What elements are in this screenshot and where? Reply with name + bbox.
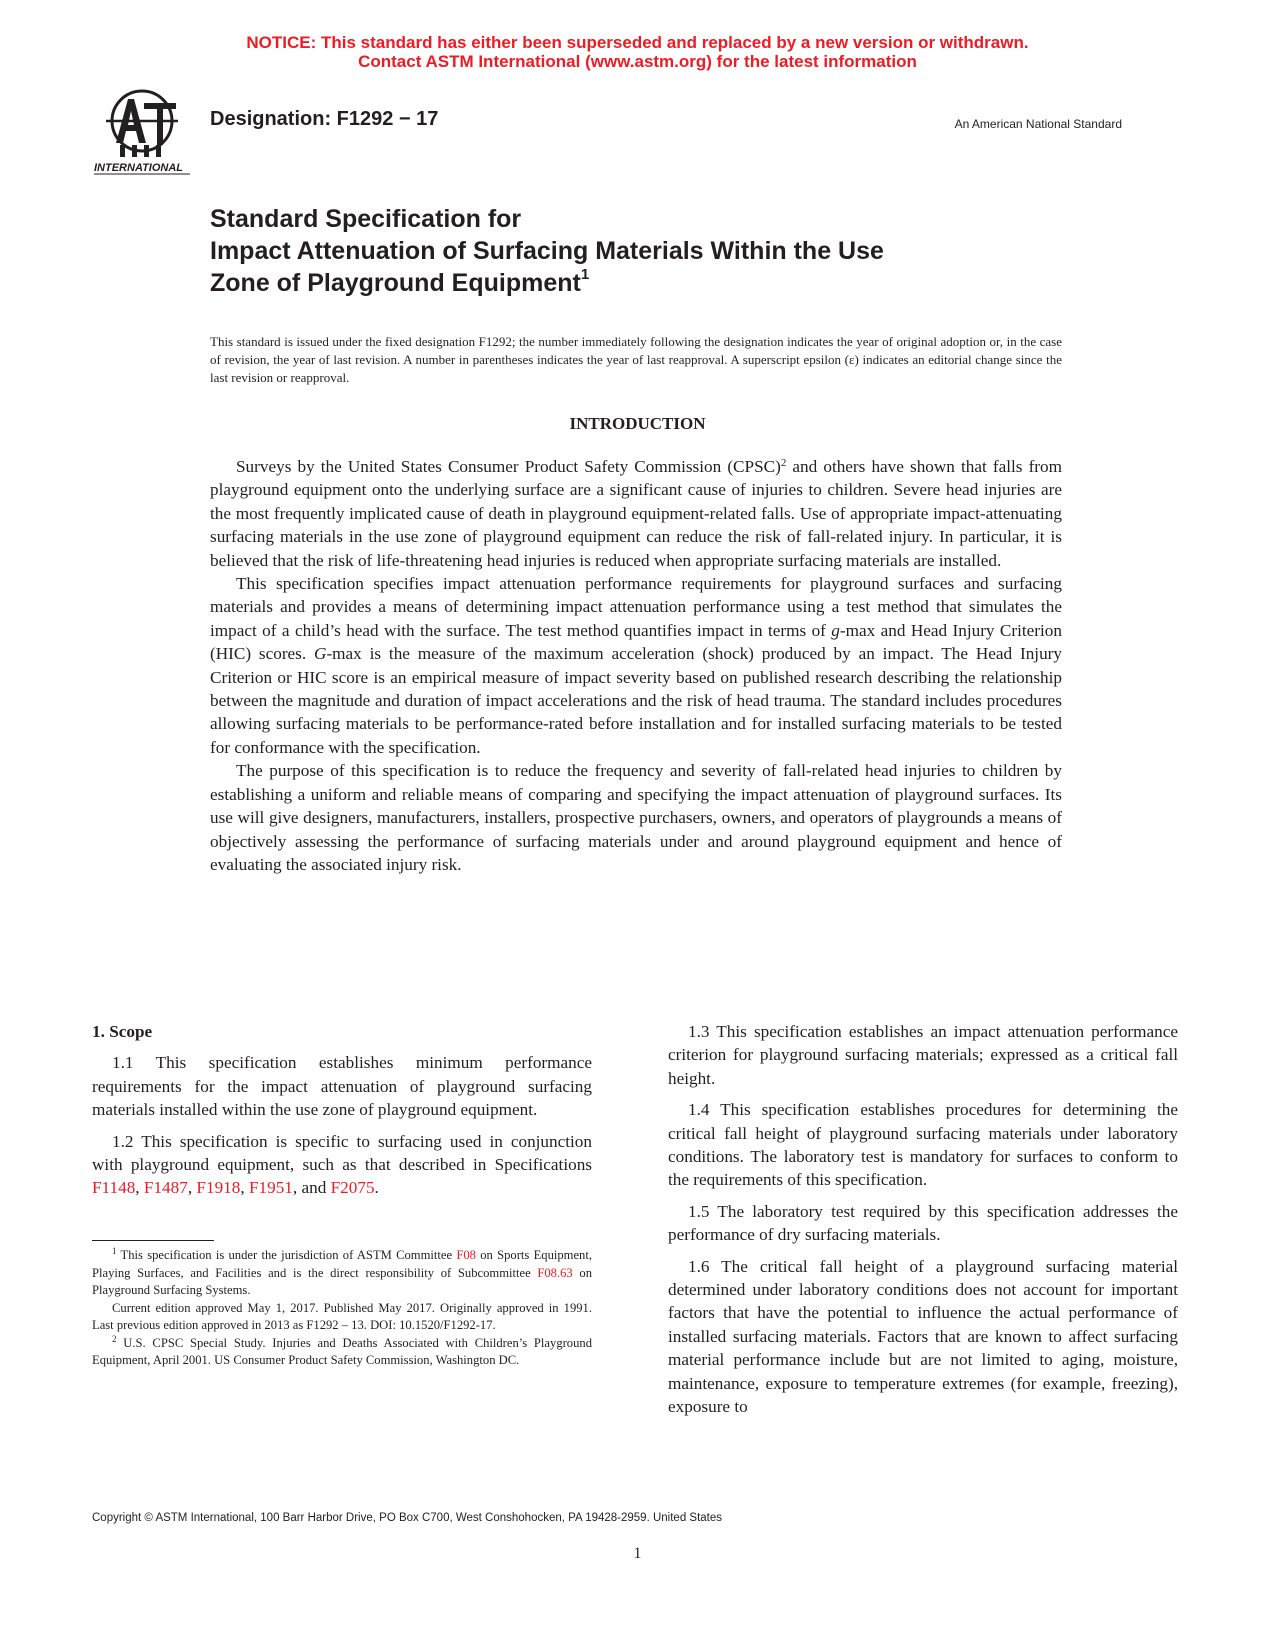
- footnote-2: $^2$ U.S. CPSC Special Study. Injuries and Deaths Associated with Children’s Playground Equipment, April 2001. US Consumer Product Safety Commission, Washington DC.: [92, 1333, 592, 1367]
- ref-link-f1148[interactable]: F1148: [92, 1178, 136, 1198]
- notice-line-2: Contact ASTM International (www.astm.org) for the latest information: [358, 52, 917, 71]
- ref-link-f1487[interactable]: F1487: [143, 1178, 188, 1198]
- footnote-ref-2: 2: [780, 457, 787, 469]
- title-line-3: Zone of Playground Equipment$^1$: [210, 266, 590, 297]
- clause-1-4: 1.4 This specification establishes procedures for determining the critical fall height of playground surfacing materials under laboratory conditions. The laboratory test is mandatory for surfaces to conform to the requirements of this specification.: [668, 1100, 1178, 1190]
- withdrawal-notice: [0, 33, 1275, 71]
- intro-paragraph-2: This specification specifies impact attenuation performance requirements for playground surfaces and surfacing materials and provides a means of determining impact attenuation performance using a test method that simulates the impact of a child’s head with the surface. The test method quantifies impact in terms of g-max and Head Injury Criterion (HIC) scores. G-max is the measure of the maximum acceleration (shock) produced by an impact. The Head Injury Criterion or HIC score is an empirical measure of impact severity based on published research describing the relationship between the magnitude and duration of impact accelerations and the risk of head trauma. The standard includes procedures allowing surfacing materials to be performance-rated before installation and for installed surfacing materials to be tested for conformance with the specification.: [210, 574, 1062, 757]
- clause-1-2: 1.2 This specification is specific to surfacing used in conjunction with playground equipment, such as that described in Specifications F1148, F1487, F1918, F1951, and F2075.: [92, 1131, 592, 1198]
- title-footnote-mark: 1: [580, 266, 590, 283]
- footnote-1: $^1$ This specification is under the jurisdiction of ASTM Committee F08 on Sports Equipment, Playing Surfaces, and Facilities and is the direct responsibility of Subcommittee F08.63 on Playground Surfacing Systems.: [92, 1246, 593, 1297]
- copyright-notice: Copyright © ASTM International, 100 Barr Harbor Drive, PO Box C700, West Conshohocken, PA 19428-2959. United States: [92, 1512, 723, 1524]
- ref-link-f1951[interactable]: F1951: [248, 1178, 293, 1198]
- title-line-1: Standard Specification for: [210, 205, 522, 233]
- subcommittee-link-f08-63[interactable]: F08.63: [537, 1265, 573, 1280]
- ref-link-f2075[interactable]: F2075: [330, 1178, 375, 1198]
- right-column: [668, 1020, 1178, 1427]
- title-line-2: Impact Attenuation of Surfacing Materials Within the Use: [210, 237, 884, 265]
- clause-1-1: 1.1 This specification establishes minimum performance requirements for the impact attenuation of playground surfacing materials installed within the use zone of playground equipment.: [92, 1053, 592, 1120]
- ref-link-f1918[interactable]: F1918: [196, 1178, 241, 1198]
- introduction-body: [210, 455, 1062, 876]
- astm-logo: [92, 85, 196, 177]
- designation: Designation: F1292 − 17: [210, 108, 439, 130]
- clause-1-5: 1.5 The laboratory test required by this specification addresses the performance of dry surfacing materials.: [668, 1201, 1178, 1245]
- national-standard-label: An American National Standard: [954, 117, 1122, 131]
- introduction-heading: INTRODUCTION: [569, 414, 706, 433]
- committee-link-f08[interactable]: F08: [456, 1248, 476, 1262]
- section-heading-scope: 1. Scope: [92, 1022, 153, 1041]
- notice-line-1: NOTICE: This standard has either been superseded and replaced by a new version or withdrawn.: [246, 33, 1029, 52]
- footnote-1-edition: Current edition approved May 1, 2017. Published May 2017. Originally approved in 1991. Last previous edition approved in 2013 as F1292 – 13. DOI: 10.1520/F1292-17.: [92, 1300, 592, 1332]
- page-number: 1: [633, 1545, 642, 1562]
- footnote-divider: [92, 1240, 214, 1241]
- footnotes: [92, 1247, 592, 1370]
- clause-1-3: 1.3 This specification establishes an impact attenuation performance criterion for playground surfacing materials; expressed as a critical fall height.: [668, 1022, 1178, 1088]
- clause-1-6: 1.6 The critical fall height of a playground surfacing material determined under laboratory conditions does not account for important factors that have the potential to influence the actual performance of installed surfacing materials. Factors that are known to affect surfacing material performance include but are not limited to aging, moisture, maintenance, exposure to temperature extremes (for example, freezing), exposure to: [668, 1256, 1178, 1417]
- issued-note: This standard is issued under the fixed designation F1292; the number immediately following the designation indicates the year of original adoption or, in the case of revision, the year of last revision. A number in parentheses indicates the year of last reapproval. A superscript epsilon (ε) indicates an editorial change since the last revision or reapproval.: [210, 334, 1062, 385]
- logo-text: INTERNATIONAL: [94, 162, 184, 174]
- intro-paragraph-3: The purpose of this specification is to reduce the frequency and severity of fall-related head injuries to children by establishing a uniform and reliable means of comparing and specifying the impact attenuation of playground surfaces. Its use will give designers, manufacturers, installers, prospective purchasers, owners, and operators of playgrounds a means of objectively assessing the performance of surfacing materials under and around playground equipment and hence of evaluating the associated injury risk.: [210, 761, 1062, 874]
- intro-paragraph-1: Surveys by the United States Consumer Product Safety Commission (CPSC)$^2$ and others have shown that falls from playground equipment onto the underlying surface are a significant cause of injuries to children. Severe head injuries are the most frequently implicated cause of death in playground equipment-related falls. Use of appropriate impact-attenuating surfacing materials in the use zone of playground equipment can reduce the risk of fall-related injury. In particular, it is believed that the risk of life-threatening head injuries is reduced when appropriate surfacing materials are installed.: [210, 457, 1062, 570]
- document-title: [210, 203, 1090, 299]
- left-column: [92, 1020, 592, 1208]
